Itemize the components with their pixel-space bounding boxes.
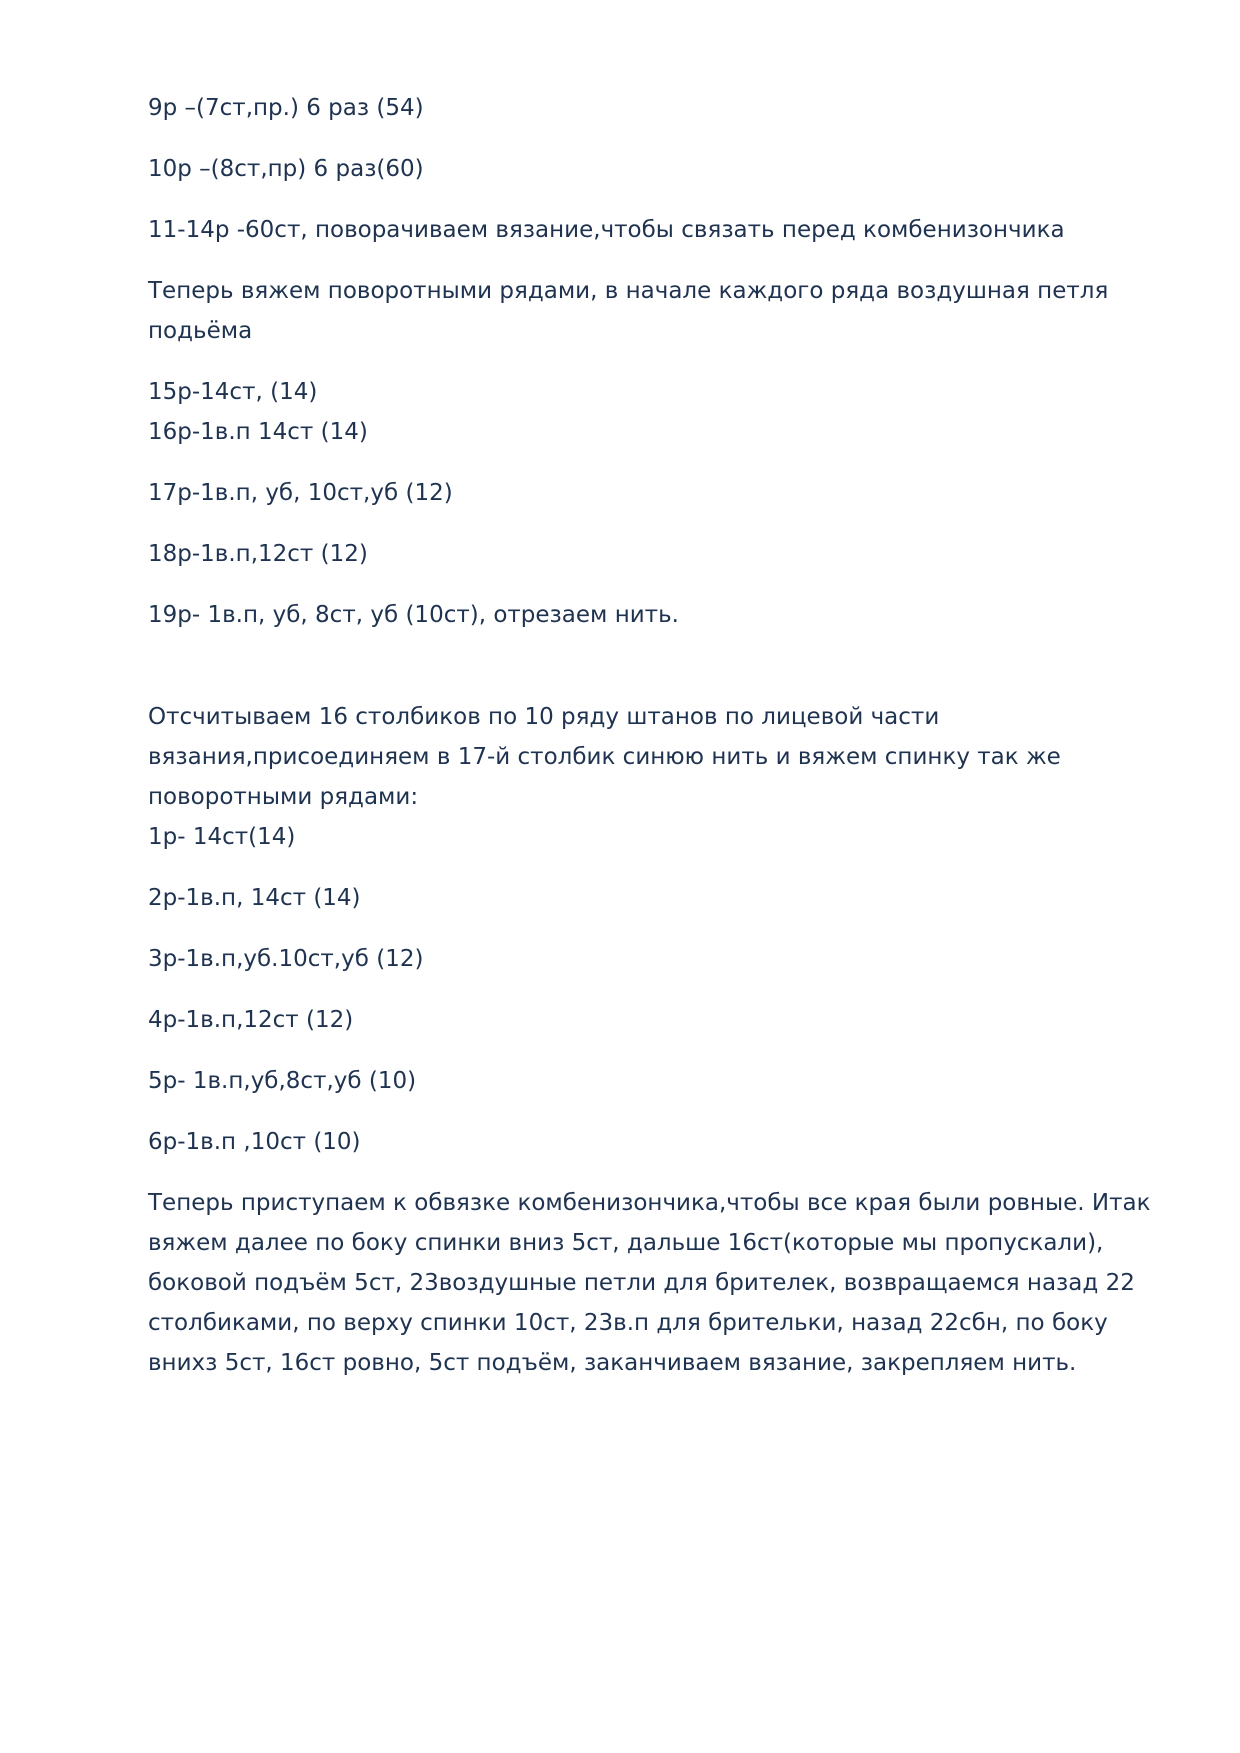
back-row-2: 2р-1в.п, 14ст (14) <box>148 885 361 911</box>
row-17: 17р-1в.п, уб, 10ст,уб (12) <box>148 480 453 506</box>
spacer <box>148 452 1148 473</box>
back-row-5: 5р- 1в.п,уб,8ст,уб (10) <box>148 1068 417 1094</box>
spacer <box>148 1040 1148 1061</box>
back-row-6: 6р-1в.п ,10ст (10) <box>148 1129 361 1155</box>
row-9: 9р –(7ст,пр.) 6 раз (54) <box>148 95 424 121</box>
spacer <box>148 635 1148 697</box>
finishing-line-4: столбиками, по верху спинки 10ст, 23в.п для брительки, назад 22сбн, по боку <box>148 1310 1108 1336</box>
finishing-paragraph <box>148 1183 1151 1383</box>
finishing-line-3: боковой подъём 5ст, 23воздушные петли для брителек, возвращаемся назад 22 <box>148 1270 1135 1296</box>
back-row-4: 4р-1в.п,12ст (12) <box>148 1007 354 1033</box>
row-19: 19р- 1в.п, уб, 8ст, уб (10ст), отрезаем нить. <box>148 602 679 628</box>
spacer <box>148 189 1148 210</box>
rows-11-14: 11-14р -60ст, поворачиваем вязание,чтобы связать перед комбенизончика <box>148 217 1065 243</box>
spacer <box>148 351 1148 372</box>
turn-rows-line-1: Теперь вяжем поворотными рядами, в начале каждого ряда воздушная петля <box>148 278 1109 304</box>
spacer <box>148 574 1148 595</box>
back-line-1: Отсчитываем 16 столбиков по 10 ряду штанов по лицевой части <box>148 704 940 730</box>
row-16: 16р-1в.п 14ст (14) <box>148 419 368 445</box>
finishing-line-1: Теперь приступаем к обвязке комбенизончика,чтобы все края были ровные. Итак <box>148 1190 1151 1216</box>
turn-rows-paragraph <box>148 271 1148 351</box>
row-15: 15р-14ст, (14) <box>148 379 318 405</box>
spacer <box>148 857 1148 878</box>
spacer <box>148 1101 1148 1122</box>
spacer <box>148 513 1148 534</box>
turn-rows-line-2: подьёма <box>148 318 253 344</box>
back-paragraph <box>148 697 1148 817</box>
back-line-2: вязания,присоединяем в 17-й столбик синюю нить и вяжем спинку так же <box>148 744 1061 770</box>
back-row-1: 1р- 14ст(14) <box>148 824 296 850</box>
finishing-line-5: внихз 5ст, 16ст ровно, 5ст подъём, заканчиваем вязание, закрепляем нить. <box>148 1350 1077 1376</box>
spacer <box>148 128 1148 149</box>
spacer <box>148 250 1148 271</box>
back-line-3: поворотными рядами: <box>148 784 419 810</box>
spacer <box>148 1162 1148 1183</box>
row-10: 10р –(8ст,пр) 6 раз(60) <box>148 156 424 182</box>
row-18: 18р-1в.п,12ст (12) <box>148 541 368 567</box>
spacer <box>148 979 1148 1000</box>
finishing-line-2: вяжем далее по боку спинки вниз 5ст, дальше 16ст(которые мы пропускали), <box>148 1230 1104 1256</box>
document-page <box>148 88 1151 1383</box>
back-row-3: 3р-1в.п,уб.10ст,уб (12) <box>148 946 424 972</box>
spacer <box>148 918 1148 939</box>
